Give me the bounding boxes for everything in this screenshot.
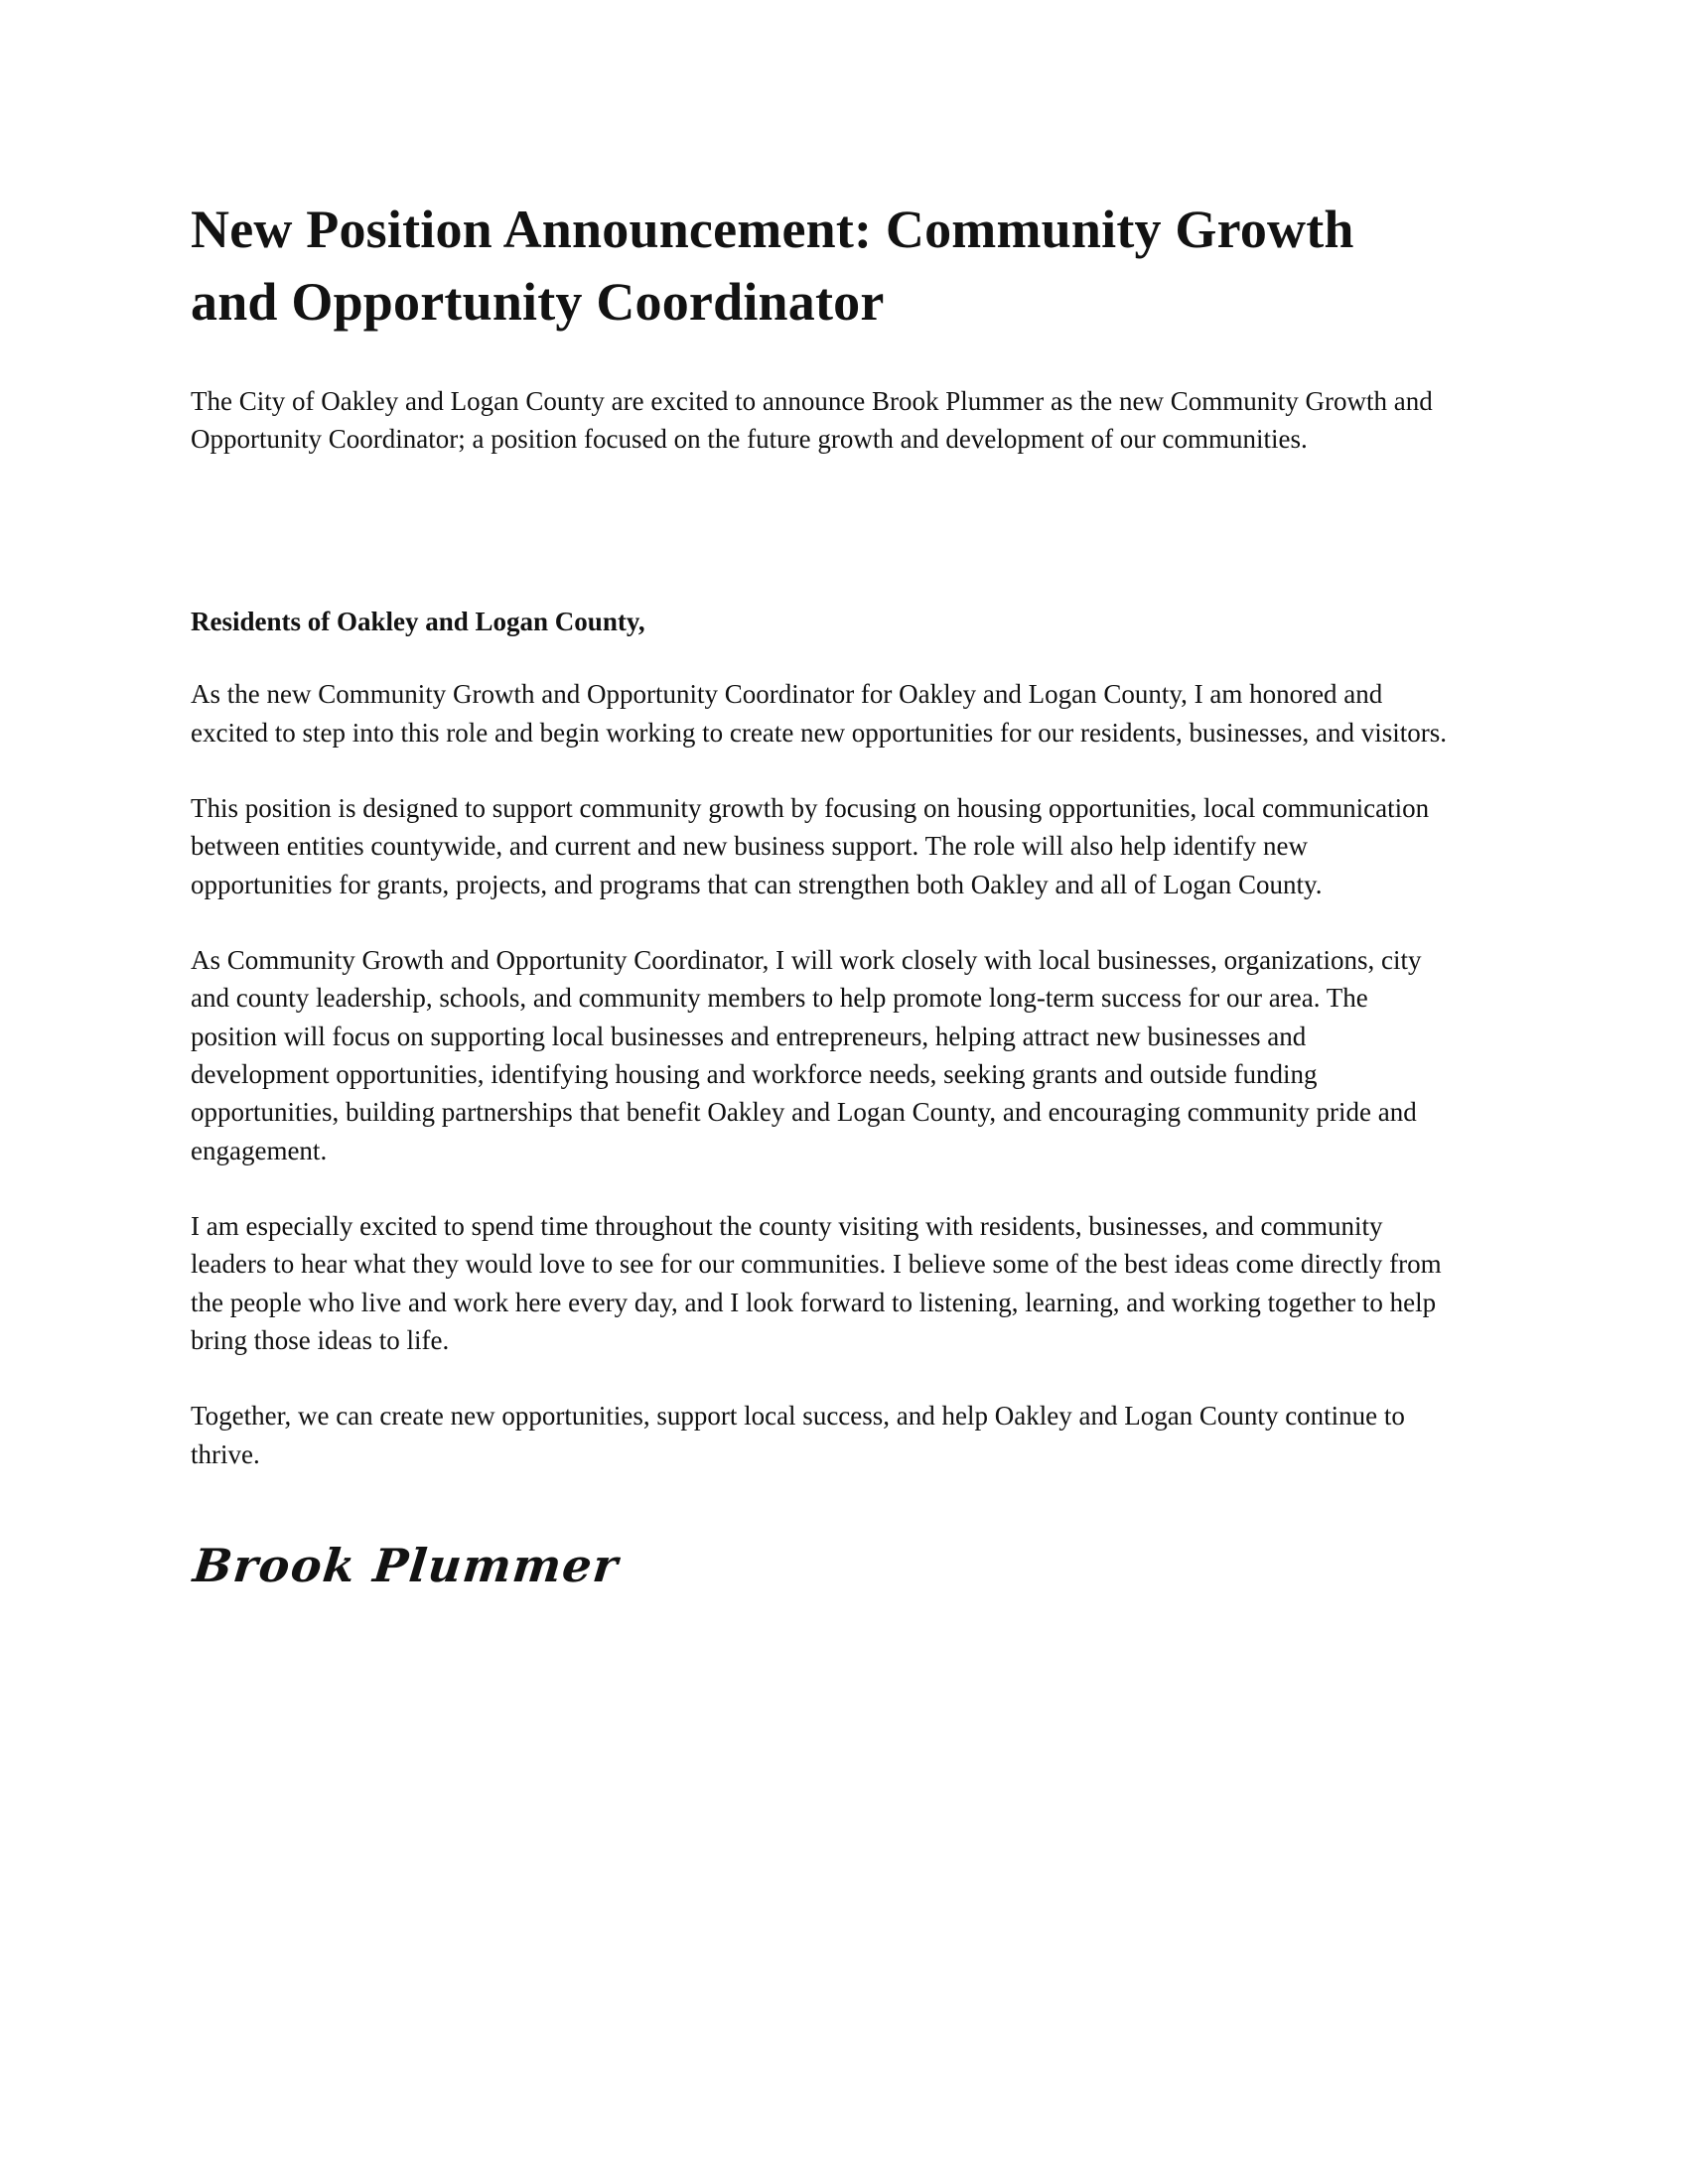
document-title: New Position Announcement: Community Growth and Opportunity Coordinator: [191, 200, 1354, 332]
salutation: Residents of Oakley and Logan County,: [191, 607, 645, 637]
body-paragraph-5: Together, we can create new opportunities, support local success, and help Oakley and Logan County continue to thrive.: [191, 1401, 1405, 1469]
body-paragraph-4: I am especially excited to spend time throughout the county visiting with residents, businesses, and community leaders to hear what they would love to see for our communities. I believe some of the best ideas come directly from the people who live and work here every day, and I look forward to listening, learning, and working together to help bring those ideas to life.: [191, 1211, 1442, 1356]
body-paragraph-3: As Community Growth and Opportunity Coordinator, I will work closely with local businesses, organizations, city and county leadership, schools, and community members to help promote long-term success for our area. The position will focus on supporting local businesses and entrepreneurs, helping attract new businesses and development opportunities, identifying housing and workforce needs, seeking grants and outside funding opportunities, building partnerships that benefit Oakley and Logan County, and encouraging community pride and engagement.: [191, 945, 1422, 1165]
handwritten-signature: Brook Plummer: [191, 1539, 622, 1593]
body-paragraph-2: This position is designed to support community growth by focusing on housing opportunities, local communication between entities countywide, and current and new business support. The role will also help identify new opportunities for grants, projects, and programs that can strengthen both Oakley and all of Logan County.: [191, 793, 1430, 899]
body-paragraph-1: As the new Community Growth and Opportunity Coordinator for Oakley and Logan County, I am honored and excited to step into this role and begin working to create new opportunities for our residents, businesses, and visitors.: [191, 679, 1447, 748]
intro-paragraph: The City of Oakley and Logan County are excited to announce Brook Plummer as the new Community Growth and Opportunity Coordinator; a position focused on the future growth and development of our communities.: [191, 385, 1433, 455]
